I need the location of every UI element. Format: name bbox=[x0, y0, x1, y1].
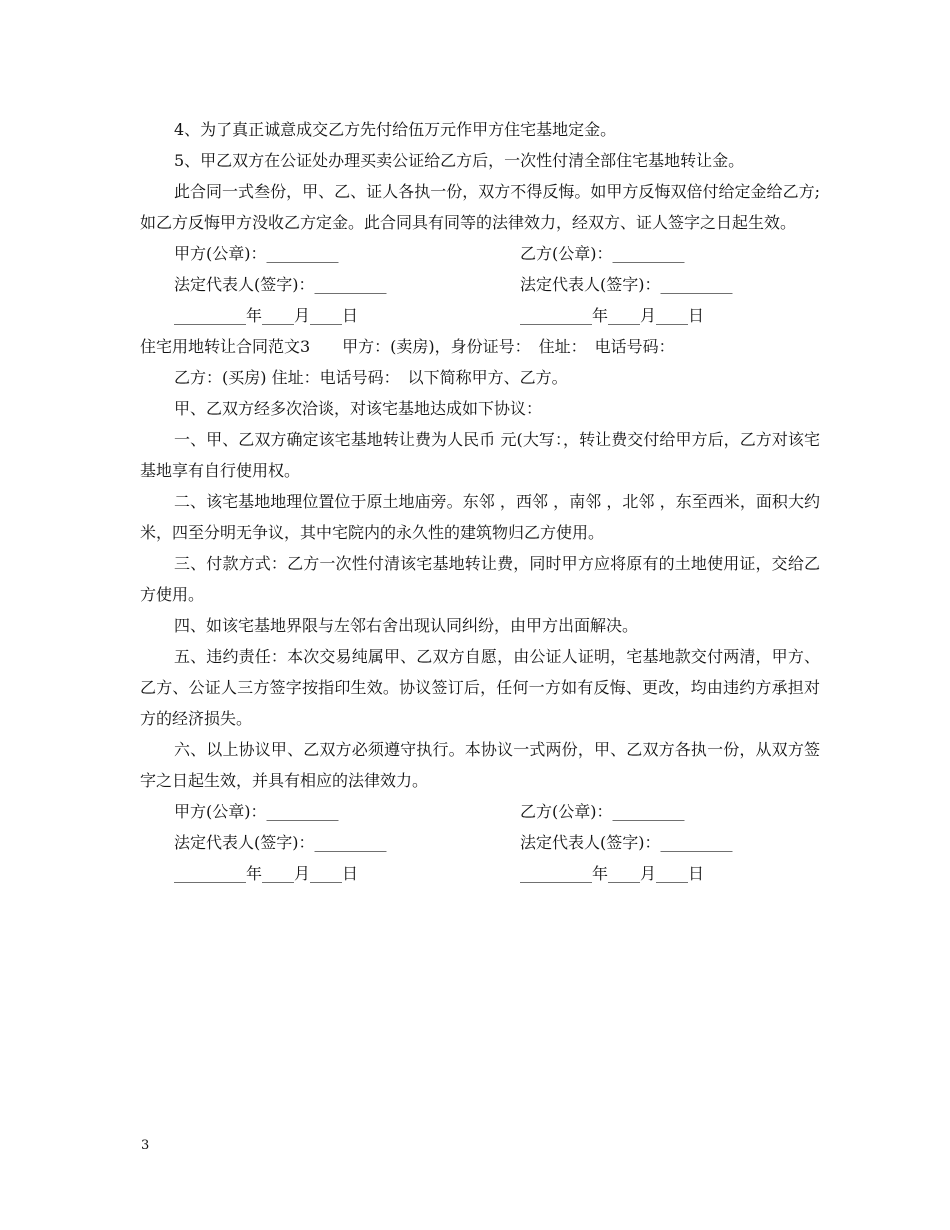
party-b-rep: 法定代表人(签字)：_________ bbox=[520, 275, 733, 294]
section-heading: 住宅用地转让合同范文3 甲方：(卖房)，身份证号： 住址： 电话号码： bbox=[140, 337, 675, 356]
party-a-rep: 法定代表人(签字)：_________ bbox=[174, 275, 387, 294]
signature-row-rep bbox=[140, 269, 820, 300]
paragraph-party-b: 乙方：(买房) 住址：电话号码： 以下简称甲方、乙方。 bbox=[174, 368, 568, 387]
clause-2: 二、该宅基地地理位置位于原土地庙旁。东邻 ，西邻 ，南邻 ，北邻 ，东至西米，面积大约 米，四至分明无争议，其中宅院内的永久性的建筑物归乙方使用。 bbox=[140, 492, 820, 542]
paragraph-copies: 此合同一式叁份，甲、乙、证人各执一份，双方不得反悔。如甲方反悔双倍付给定金给乙方;如乙方反悔甲方没收乙方定金。此合同具有同等的法律效力，经双方、证人签字之日起生效。 bbox=[140, 182, 820, 232]
party-b-date: _________年____月____日 bbox=[520, 864, 705, 883]
signature-row-date bbox=[140, 858, 820, 889]
page-number: 3 bbox=[141, 1138, 150, 1153]
clause-4: 四、如该宅基地界限与左邻右舍出现认同纠纷，由甲方出面解决。 bbox=[174, 616, 639, 635]
paragraph-4: 4、为了真正诚意成交乙方先付给伍万元作甲方住宅基地定金。 bbox=[174, 120, 617, 139]
clause-3: 三、付款方式：乙方一次性付清该宅基地转让费，同时甲方应将原有的土地使用证，交给乙方使用。 bbox=[140, 554, 820, 604]
party-b-seal: 乙方(公章)：_________ bbox=[520, 802, 685, 821]
clause-6: 六、以上协议甲、乙双方必须遵守执行。本协议一式两份，甲、乙双方各执一份，从双方签字之日起生效，并具有相应的法律效力。 bbox=[140, 740, 820, 790]
party-a-date: _________年____月____日 bbox=[174, 306, 359, 325]
paragraph-agreement: 甲、乙双方经多次洽谈，对该宅基地达成如下协议： bbox=[174, 399, 543, 418]
paragraph-5: 5、甲乙双方在公证处办理买卖公证给乙方后，一次性付清全部住宅基地转让金。 bbox=[174, 151, 745, 170]
party-b-rep: 法定代表人(签字)：_________ bbox=[520, 833, 733, 852]
document-body bbox=[140, 114, 820, 889]
party-a-rep: 法定代表人(签字)：_________ bbox=[174, 833, 387, 852]
party-b-date: _________年____月____日 bbox=[520, 306, 705, 325]
clause-5: 五、违约责任：本次交易纯属甲、乙双方自愿，由公证人证明，宅基地款交付两清，甲方、乙方、公证人三方签字按指印生效。协议签订后，任何一方如有反悔、更改，均由违约方承担对方的经济损失。 bbox=[140, 647, 820, 728]
signature-row-seal bbox=[140, 796, 820, 827]
signature-row-seal bbox=[140, 238, 820, 269]
party-b-seal: 乙方(公章)：_________ bbox=[520, 244, 685, 263]
signature-row-rep bbox=[140, 827, 820, 858]
party-a-seal: 甲方(公章)：_________ bbox=[174, 802, 339, 821]
clause-1: 一、甲、乙双方确定该宅基地转让费为人民币 元(大写：，转让费交付给甲方后，乙方对该宅基地享有自行使用权。 bbox=[140, 430, 820, 480]
signature-row-date bbox=[140, 300, 820, 331]
party-a-seal: 甲方(公章)：_________ bbox=[174, 244, 339, 263]
party-a-date: _________年____月____日 bbox=[174, 864, 359, 883]
